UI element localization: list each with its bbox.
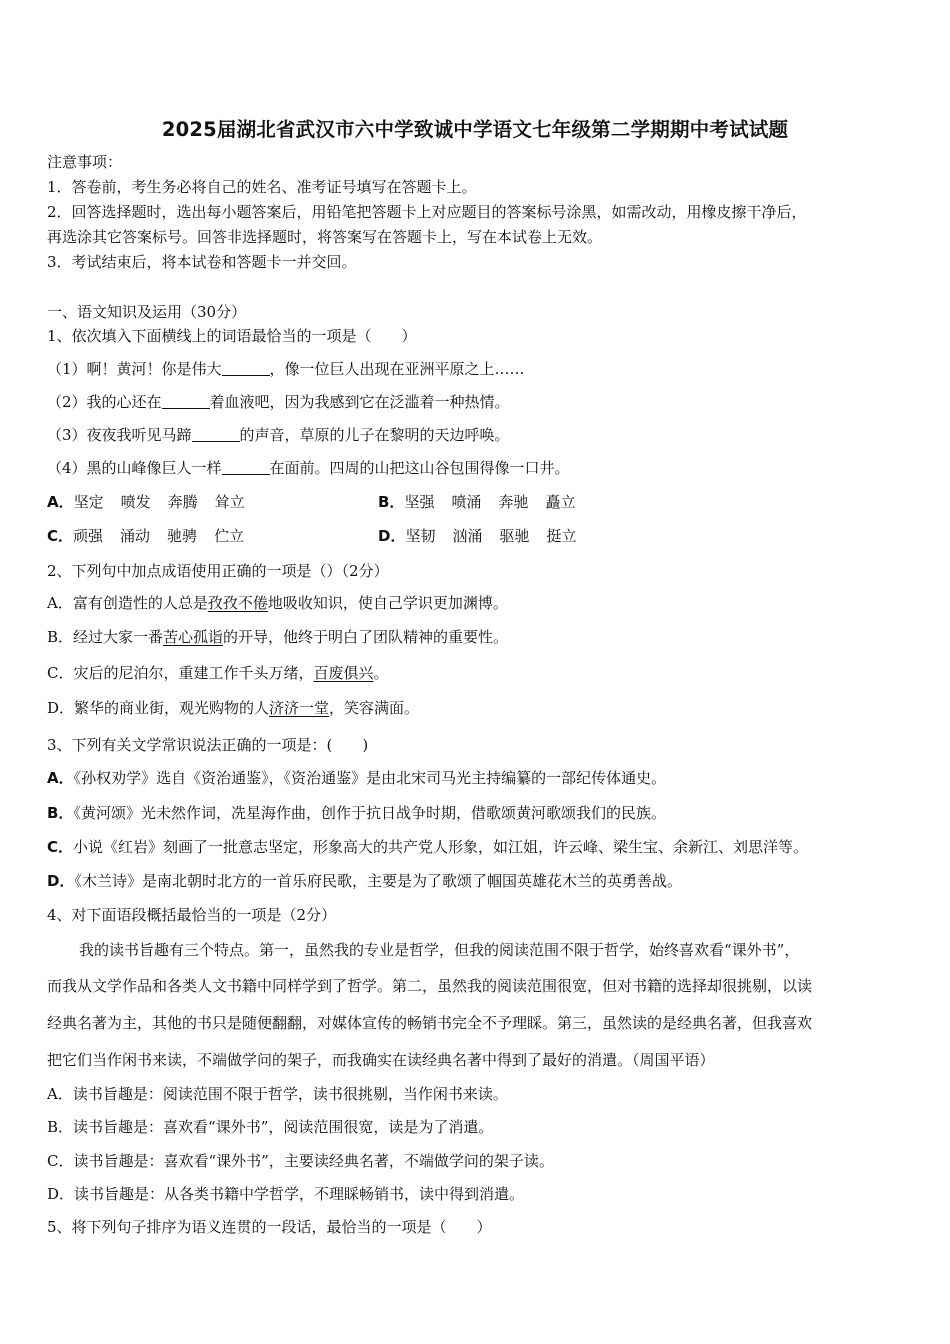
- dotted-idiom: 济济一堂: [269, 699, 330, 717]
- dotted-idiom: 苦心孤诣: [163, 628, 224, 646]
- q1-option-c: C．顽强 涌动 驰骋 伫立: [47, 527, 245, 545]
- fill-blank: [222, 460, 270, 475]
- q4-option-b: B．读书旨趣是：喜欢看“课外书”，阅读范围很宽，读是为了消遣。: [47, 1118, 494, 1136]
- q3-option-b: B．《黄河颂》光未然作词，冼星海作曲，创作于抗日战争时期，借歌颂黄河歌颂我们的民族。: [47, 804, 666, 822]
- notice-item-3: 3．考试结束后，将本试卷和答题卡一并交回。: [47, 253, 357, 271]
- q1-sentence-2: （2）我的心还在 着血液吧，因为我感到它在泛滥着一种热情。: [47, 393, 510, 411]
- q3-option-c: C．小说《红岩》刻画了一批意志坚定，形象高大的共产党人形象，如江姐，许云峰、梁生宝、余新江、刘思洋等。: [47, 838, 809, 856]
- q2-stem: 2、下列句中加点成语使用正确的一项是（）（2分）: [47, 562, 389, 580]
- notice-item-2-cont: 再选涂其它答案标号。回答非选择题时，将答案写在答题卡上，写在本试卷上无效。: [47, 228, 603, 246]
- notice-heading: 注意事项：: [47, 153, 123, 171]
- q2-option-d: D．繁华的商业街，观光购物的人济济一堂，笑容满面。: [47, 699, 420, 717]
- q1-sentence-4: （4）黑的山峰像巨人一样 在面前。四周的山把这山谷包围得像一口井。: [47, 459, 570, 477]
- notice-item-1: 1．答卷前，考生务必将自己的姓名、准考证号填写在答题卡上。: [47, 178, 477, 196]
- q4-passage-line-2: 而我从文学作品和各类人文书籍中同样学到了哲学。第二，虽然我的阅读范围很宽，但对书籍的选择却很挑剔，以读: [47, 977, 813, 995]
- q2-option-a: A．富有创造性的人总是孜孜不倦地吸收知识，使自己学识更加渊博。: [47, 594, 508, 612]
- q4-passage-line-3: 经典名著为主，其他的书只是随便翻翻，对媒体宣传的畅销书完全不予理睬。第三，虽然读的是经典名著，但我喜欢: [47, 1014, 813, 1032]
- q3-stem: 3、下列有关文学常识说法正确的一项是：( ): [47, 736, 369, 754]
- fill-blank: [222, 361, 270, 376]
- q3-option-d: D．《木兰诗》是南北朝时北方的一首乐府民歌，主要是为了歌颂了帼国英雄花木兰的英勇善战。: [47, 872, 682, 890]
- q5-stem: 5、将下列句子排序为语义连贯的一段话，最恰当的一项是（ ）: [47, 1218, 492, 1236]
- page-title: 2025届湖北省武汉市六中学致诚中学语文七年级第二学期期中考试试题: [161, 118, 789, 141]
- q1-option-b: B．坚强 喷涌 奔驰 矗立: [378, 493, 576, 511]
- q1-sentence-3: （3）夜夜我听见马蹄 的声音，草原的儿子在黎明的天边呼唤。: [47, 426, 510, 444]
- section-heading: 一、语文知识及运用（30分）: [47, 303, 247, 321]
- q2-option-b: B．经过大家一番苦心孤诣的开导，他终于明白了团队精神的重要性。: [47, 628, 509, 646]
- fill-blank: [192, 427, 240, 442]
- q4-passage-line-4: 把它们当作闲书来读，不端做学问的架子，而我确实在读经典名著中得到了最好的消遣。（周国平语）: [47, 1051, 715, 1069]
- q1-sentence-1: （1）啊！黄河！你是伟大 ，像一位巨人出现在亚洲平原之上……: [47, 360, 525, 378]
- q3-option-a: A．《孙权劝学》选自《资治通鉴》，《资治通鉴》是由北宋司马光主持编纂的一部纪传体通史。: [47, 769, 667, 787]
- fill-blank: [162, 394, 210, 409]
- q4-stem: 4、对下面语段概括最恰当的一项是（2分）: [47, 906, 337, 924]
- notice-item-2: 2．回答选择题时，选出每小题答案后，用铅笔把答题卡上对应题目的答案标号涂黑，如需改动，用橡皮擦干净后，: [47, 203, 807, 221]
- q1-option-a: A．坚定 喷发 奔腾 耸立: [47, 493, 245, 511]
- dotted-idiom: 孜孜不倦: [207, 594, 268, 612]
- q2-option-c: C．灾后的尼泊尔，重建工作千头万绪，百废俱兴。: [47, 664, 389, 682]
- q1-stem: 1、依次填入下面横线上的词语最恰当的一项是（ ）: [47, 327, 417, 345]
- dotted-idiom: 百废俱兴: [313, 664, 374, 682]
- q4-option-a: A．读书旨趣是：阅读范围不限于哲学，读书很挑剔，当作闲书来读。: [47, 1085, 508, 1103]
- q4-option-c: C．读书旨趣是：喜欢看“课外书”，主要读经典名著，不端做学问的架子读。: [47, 1152, 554, 1170]
- q4-option-d: D．读书旨趣是：从各类书籍中学哲学，不理睬畅销书，读中得到消遣。: [47, 1185, 525, 1203]
- q1-option-d: D．坚韧 汹涌 驱驰 挺立: [378, 527, 577, 545]
- q4-passage-line-1: 我的读书旨趣有三个特点。第一，虽然我的专业是哲学，但我的阅读范围不限于哲学，始终喜欢看“课外书”，: [79, 941, 800, 959]
